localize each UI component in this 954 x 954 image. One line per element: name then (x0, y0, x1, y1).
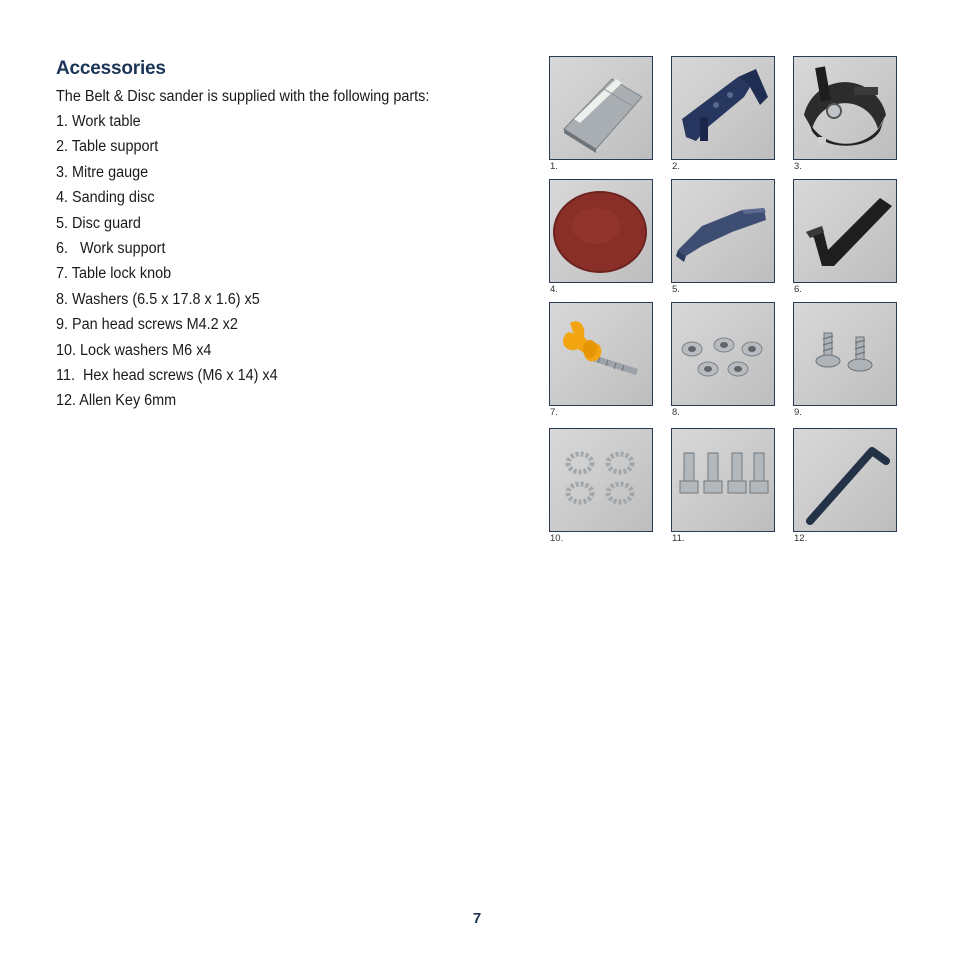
sanding-disc-photo (549, 179, 653, 283)
parts-list-item: 7. Table lock knob (56, 265, 172, 283)
photo-label: 7. (550, 407, 558, 418)
photo-label: 3. (794, 161, 802, 172)
photo-cell-4 (549, 179, 653, 296)
parts-list-item: 8. Washers (6.5 x 17.8 x 1.6) x5 (56, 290, 260, 308)
photo-label: 4. (550, 284, 558, 295)
photo-cell-2 (671, 56, 775, 173)
photo-cell-9 (793, 302, 897, 419)
photo-cell-6 (793, 179, 897, 296)
lock-washers-photo (549, 428, 653, 532)
hex-head-screws-photo (671, 428, 775, 532)
photo-cell-5 (671, 179, 775, 296)
parts-list-item: 9. Pan head screws M4.2 x2 (56, 316, 238, 334)
pan-head-screws-photo (793, 302, 897, 406)
parts-list-item: 1. Work table (56, 113, 141, 130)
photo-label: 11. (672, 533, 685, 544)
parts-list-item: 10. Lock washers M6 x4 (56, 341, 212, 359)
parts-list-item: 6. Work support (56, 239, 166, 257)
photo-label: 12. (794, 533, 808, 544)
photo-label: 2. (672, 161, 680, 172)
photo-cell-8 (671, 302, 775, 419)
photo-label: 9. (794, 407, 802, 418)
photo-label: 8. (672, 407, 680, 418)
photo-cell-3 (793, 56, 897, 173)
washers-photo (671, 302, 775, 406)
table-support-photo (671, 56, 775, 160)
section-title: Accessories (56, 58, 166, 79)
photo-label: 5. (672, 284, 680, 295)
photo-cell-7 (549, 302, 653, 419)
photo-label: 6. (794, 284, 802, 295)
parts-list-item: 2. Table support (56, 138, 159, 156)
photo-label: 1. (550, 161, 558, 172)
parts-photo-grid (549, 56, 899, 546)
work-table-photo (549, 56, 653, 160)
photo-cell-1 (549, 56, 653, 173)
parts-list-item: 11. Hex head screws (M6 x 14) x4 (56, 366, 278, 384)
parts-list-item: 3. Mitre gauge (56, 163, 149, 181)
photo-cell-12 (793, 428, 897, 545)
disc-guard-photo (671, 179, 775, 283)
page-number: 7 (472, 910, 482, 927)
mitre-gauge-photo (793, 56, 897, 160)
table-lock-knob-photo (549, 302, 653, 406)
parts-list-item: 5. Disc guard (56, 214, 141, 232)
allen-key-photo (793, 428, 897, 532)
intro-text: The Belt & Disc sander is supplied with the following parts: (56, 88, 430, 105)
photo-cell-11 (671, 428, 775, 545)
photo-cell-10 (549, 428, 653, 545)
work-support-photo (793, 179, 897, 283)
parts-list-item: 4. Sanding disc (56, 189, 155, 207)
parts-list (56, 112, 294, 417)
photo-label: 10. (550, 533, 564, 544)
parts-list-item: 12. Allen Key 6mm (56, 392, 177, 410)
